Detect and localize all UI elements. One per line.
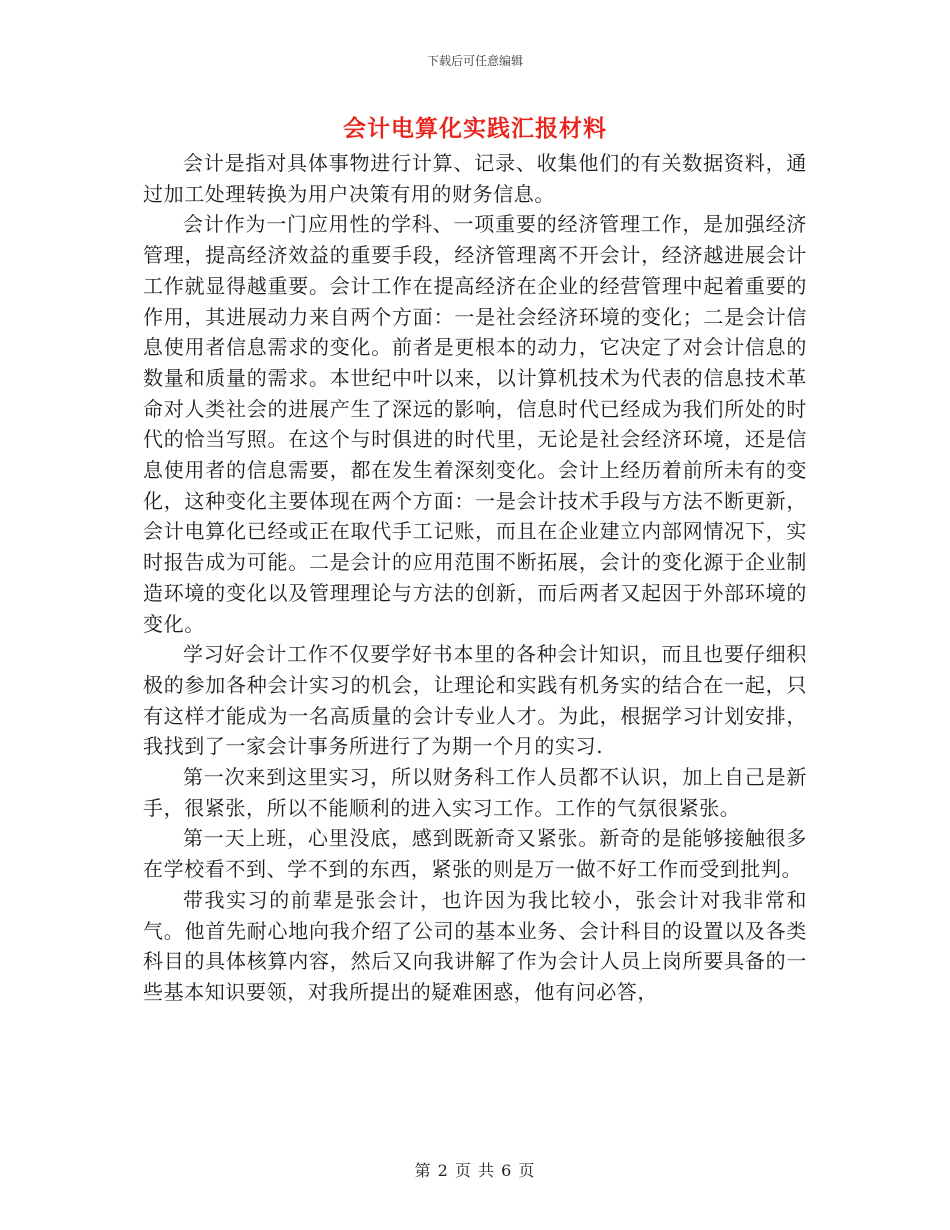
paragraph-6: 带我实习的前辈是张会计，也许因为我比较小，张会计对我非常和气。他首先耐心地向我介绍了公司的基本业务、会计科目的设置以及各类科目的具体核算内容，然后又向我讲解了作为会计人员上岗所要具备的一些基本知识要领，对我所提出的疑难困惑，他有问必答， xyxy=(143,887,807,1004)
page-number-footer: 第 2 页 共 6 页 xyxy=(414,1161,536,1180)
paragraph-2: 会计作为一门应用性的学科、一项重要的经济管理工作，是加强经济管理，提高经济效益的重要手段，经济管理离不开会计，经济越进展会计工作就显得越重要。会计工作在提高经济在企业的经营管理中起着重要的作用，其进展动力来自两个方面：一是社会经济环境的变化；二是会计信息使用者信息需求的变化。前者是更根本的动力，它决定了对会计信息的数量和质量的需求。本世纪中叶以来，以计算机技术为代表的信息技术革命对人类社会的进展产生了深远的影响，信息时代已经成为我们所处的时代的恰当写照。在这个与时俱进的时代里，无论是社会经济环境，还是信息使用者的信息需要，都在发生着深刻变化。会计上经历着前所未有的变化，这种变化主要体现在两个方面：一是会计技术手段与方法不断更新，会计电算化已经或正在取代手工记账，而且在企业建立内部网情况下，实时报告成为可能。二是会计的应用范围不断拓展，会计的变化源于企业制造环境的变化以及管理理论与方法的创新，而后两者又起因于外部环境的变化。 xyxy=(143,212,807,636)
paragraph-1: 会计是指对具体事物进行计算、记录、收集他们的有关数据资料，通过加工处理转换为用户决策有用的财务信息。 xyxy=(143,151,807,206)
paragraph-5: 第一天上班，心里没底，感到既新奇又紧张。新奇的是能够接触很多在学校看不到、学不到的东西，紧张的则是万一做不好工作而受到批判。 xyxy=(143,826,807,882)
document-body xyxy=(143,148,807,1008)
paragraph-4: 第一次来到这里实习，所以财务科工作人员都不认识，加上自己是新手，很紧张，所以不能顺利的进入实习工作。工作的气氛很紧张。 xyxy=(143,765,807,820)
document-title: 会计电算化实践汇报材料 xyxy=(343,115,607,142)
paragraph-3: 学习好会计工作不仅要学好书本里的各种会计知识，而且也要仔细积极的参加各种会计实习的机会，让理论和实践有机务实的结合在一起，只有这样才能成为一名高质量的会计专业人才。为此，根据学习计划安排，我找到了一家会计事务所进行了为期一个月的实习. xyxy=(143,642,807,759)
header-note: 下载后可任意编辑 xyxy=(426,54,523,68)
